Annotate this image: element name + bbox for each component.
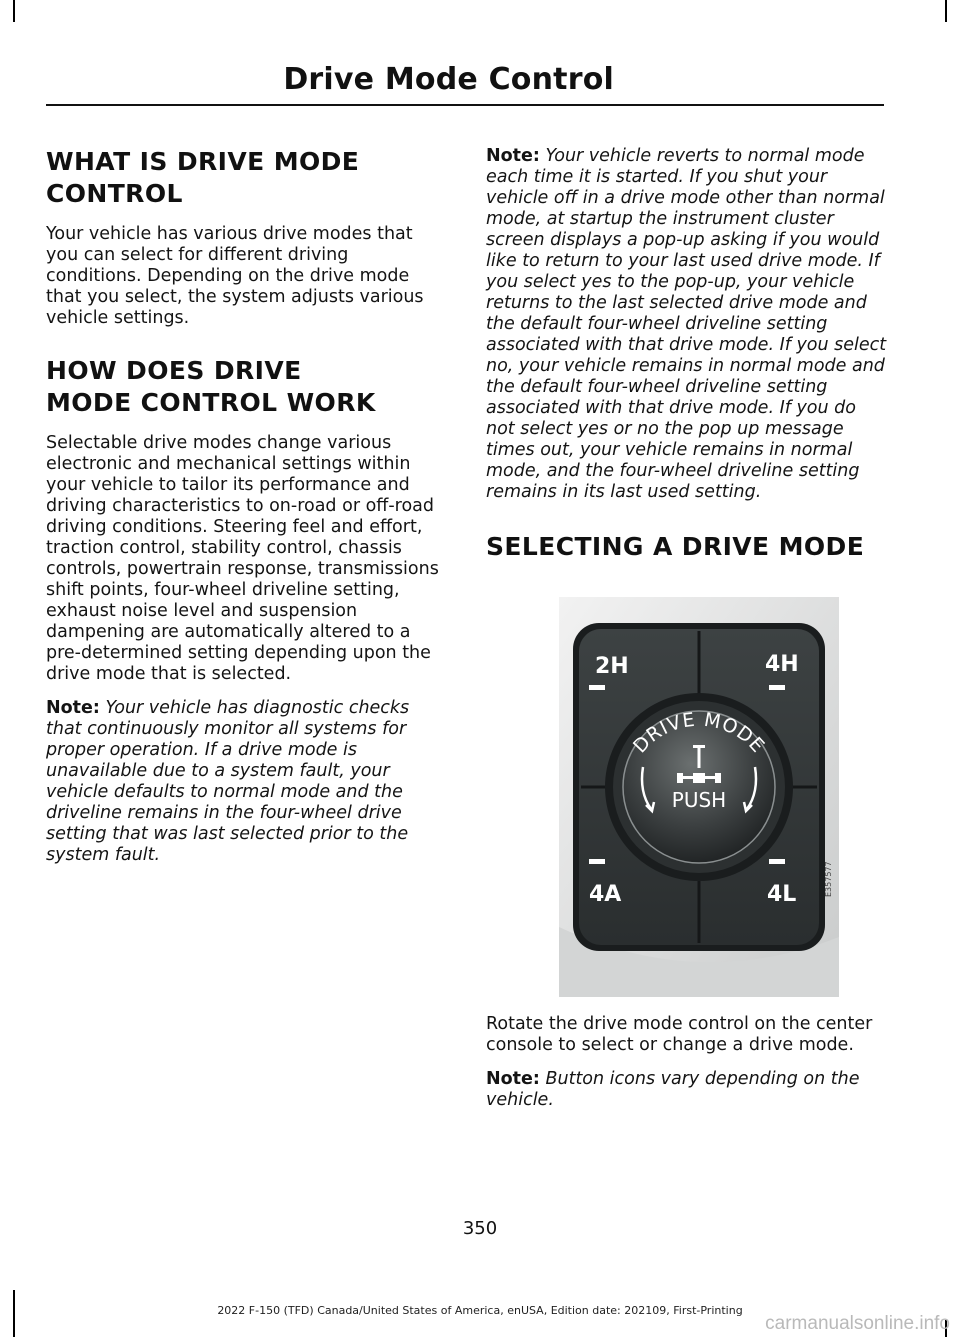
note-label: Note:: [46, 698, 100, 718]
drive-mode-control-figure: [559, 597, 839, 997]
watermark: carmanualsonline.info: [765, 1313, 950, 1334]
page-number: 350: [462, 1218, 498, 1239]
section-heading-how-does: HOW DOES DRIVE MODE CONTROL WORK: [46, 356, 376, 417]
note-diagnostic: [46, 698, 448, 866]
left-column: [46, 146, 448, 879]
note-normal-mode: [486, 146, 888, 503]
button-label-4h: 4H: [765, 652, 799, 677]
section-heading-selecting: SELECTING A DRIVE MODE: [486, 532, 865, 561]
figure-code: E357577: [824, 861, 833, 897]
note-text: Button icons vary depending on the vehicle.: [486, 1069, 860, 1110]
crop-mark: [13, 0, 15, 22]
indicator-4a: [589, 859, 605, 864]
knob-push-label: PUSH: [671, 788, 727, 812]
right-column: [486, 146, 888, 577]
note-button-icons: [486, 1069, 888, 1111]
crop-mark: [945, 0, 947, 22]
indicator-4l: [769, 859, 785, 864]
button-label-4a: 4A: [589, 882, 622, 907]
edition-footer: 2022 F-150 (TFD) Canada/United States of America, enUSA, Edition date: 202109, First-Printing: [217, 1304, 743, 1317]
indicator-2h: [589, 685, 605, 690]
section-heading-what-is: WHAT IS DRIVE MODE CONTROL: [46, 147, 360, 208]
knob-arc-label: DRIVE MODE: [628, 708, 770, 758]
note-text: Your vehicle reverts to normal mode each time it is started. If you shut your vehicle off in a drive mode other than normal mode, at startup the instrument cluster screen displays a pop-up asking if you would like to return to your last used drive mode. If you select yes to the pop-up, your vehicle returns to the last selected drive mode and the default four-wheel driveline setting associated with that drive mode. If you select no, your vehicle remains in normal mode and the default four-wheel driveline setting associated with that drive mode. If you do not select yes or no the pop up message times out, your vehicle remains in normal mode, and the four-wheel driveline setting remains in its last used setting.: [486, 146, 887, 502]
note-text: Your vehicle has diagnostic checks that continuously monitor all systems for proper operation. If a drive mode is unavailable due to a system fault, your vehicle defaults to normal mode and the driveline remains in the four-wheel drive setting that was last selected prior to the system fault.: [46, 698, 410, 865]
paragraph-rotate: Rotate the drive mode control on the center console to select or change a drive mode.: [486, 1014, 873, 1055]
button-label-2h: 2H: [595, 654, 629, 679]
button-label-4l: 4L: [767, 882, 797, 907]
page-title: Drive Mode Control: [283, 62, 614, 97]
indicator-4h: [769, 685, 785, 690]
paragraph-how-does: Selectable drive modes change various electronic and mechanical settings within your vehicle to tailor its performance and driving characteristics to on-road or off-road driving conditions. Steering feel and effort, traction control, stability control, chassis controls, powertrain response, transmissions shift points, four-wheel driveline setting, exhaust noise level and suspension dampening are automatically altered to a pre-determined setting depending upon the drive mode that is selected.: [46, 433, 439, 684]
right-column-lower: [486, 1014, 888, 1124]
note-label: Note:: [486, 1069, 540, 1089]
drive-mode-control-illustration: [559, 597, 839, 997]
paragraph-what-is: Your vehicle has various drive modes that you can select for different driving conditions. Depending on the drive mode that you select, the system adjusts various vehicle settings.: [46, 224, 424, 328]
note-label: Note:: [486, 146, 540, 166]
title-rule: [46, 104, 884, 106]
